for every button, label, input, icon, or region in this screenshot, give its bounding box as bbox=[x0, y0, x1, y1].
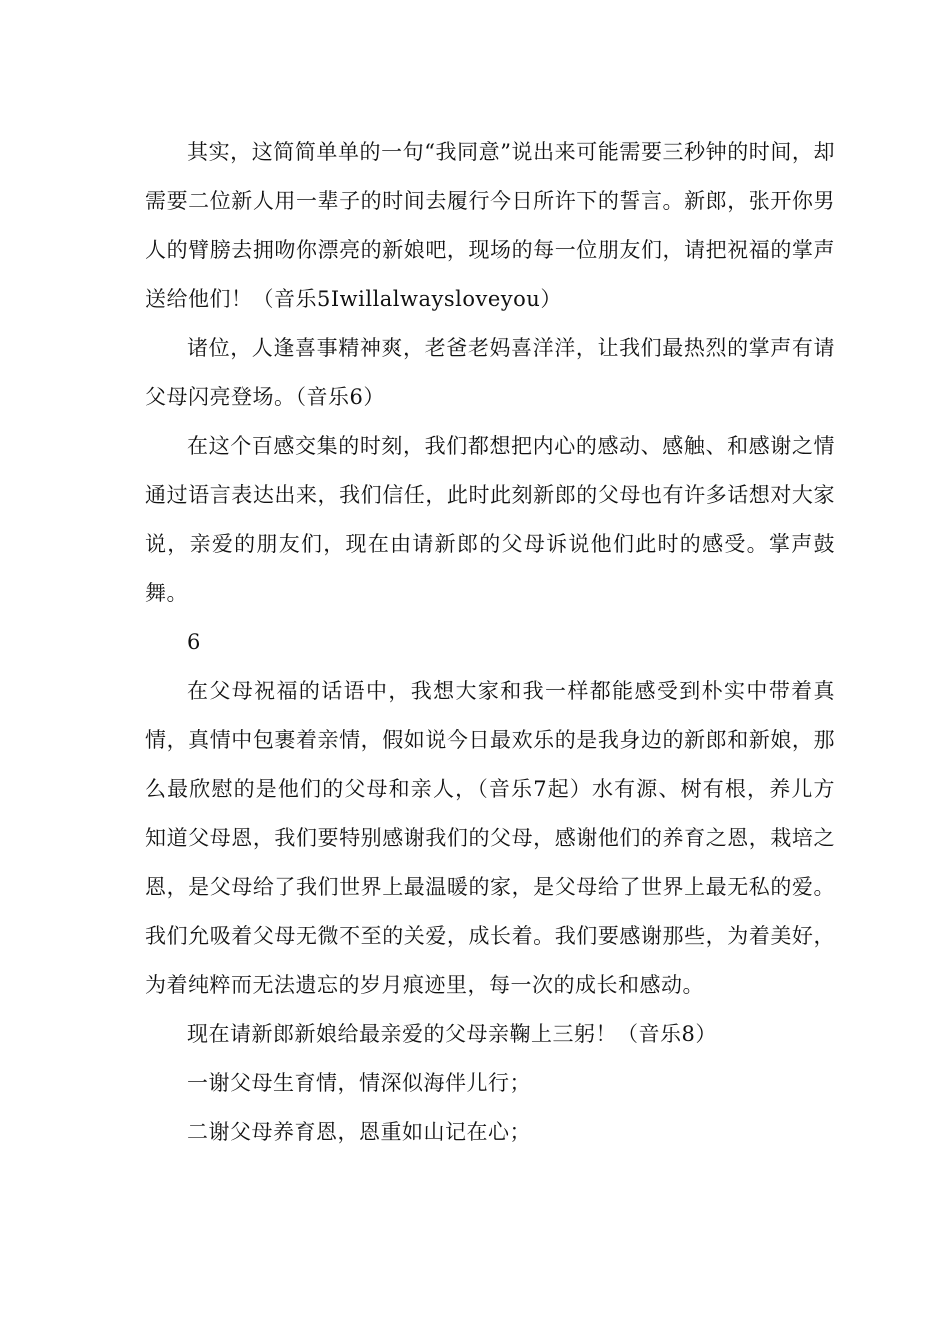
paragraph-parents-speech: 在这个百感交集的时刻，我们都想把内心的感动、感触、和感谢之情通过语言表达出来，我们信任，此时此刻新郎的父母也有许多话想对大家说，亲爱的朋友们，现在由请新郎的父母诉说他们此时的感受。掌声鼓舞。 bbox=[145, 434, 835, 605]
page-number: 6 bbox=[187, 630, 201, 654]
document-body bbox=[145, 128, 835, 1157]
paragraph-thanks-2: 二谢父母养育恩，恩重如山记在心； bbox=[187, 1120, 531, 1144]
paragraph-vow: 其实，这简简单单的一句“我同意”说出来可能需要三秒钟的时间，却需要二位新人用一辈子的时间去履行今日所许下的誓言。新郎，张开你男人的臂膀去拥吻你漂亮的新娘吧，现场的每一位朋友们，请把祝福的掌声送给他们！（音乐5Iwillalwaysloveyou） bbox=[145, 140, 835, 311]
paragraph-invite-parents: 诸位，人逢喜事精神爽，老爸老妈喜洋洋，让我们最热烈的掌声有请父母闪亮登场。（音乐6） bbox=[145, 336, 835, 409]
paragraph-thanks-1: 一谢父母生育情，情深似海伴儿行； bbox=[187, 1071, 531, 1095]
paragraph-gratitude: 在父母祝福的话语中，我想大家和我一样都能感受到朴实中带着真情，真情中包裹着亲情，假如说今日最欢乐的是我身边的新郎和新娘，那么最欣慰的是他们的父母和亲人，（音乐7起）水有源、树有根，养儿方知道父母恩，我们要特别感谢我们的父母，感谢他们的养育之恩，栽培之恩，是父母给了我们世界上最温暖的家，是父母给了世界上最无私的爱。我们允吸着父母无微不至的关爱，成长着。我们要感谢那些，为着美好，为着纯粹而无法遗忘的岁月痕迹里，每一次的成长和感动。 bbox=[145, 679, 835, 997]
paragraph-bow: 现在请新郎新娘给最亲爱的父母亲鞠上三躬！（音乐8） bbox=[187, 1022, 717, 1046]
